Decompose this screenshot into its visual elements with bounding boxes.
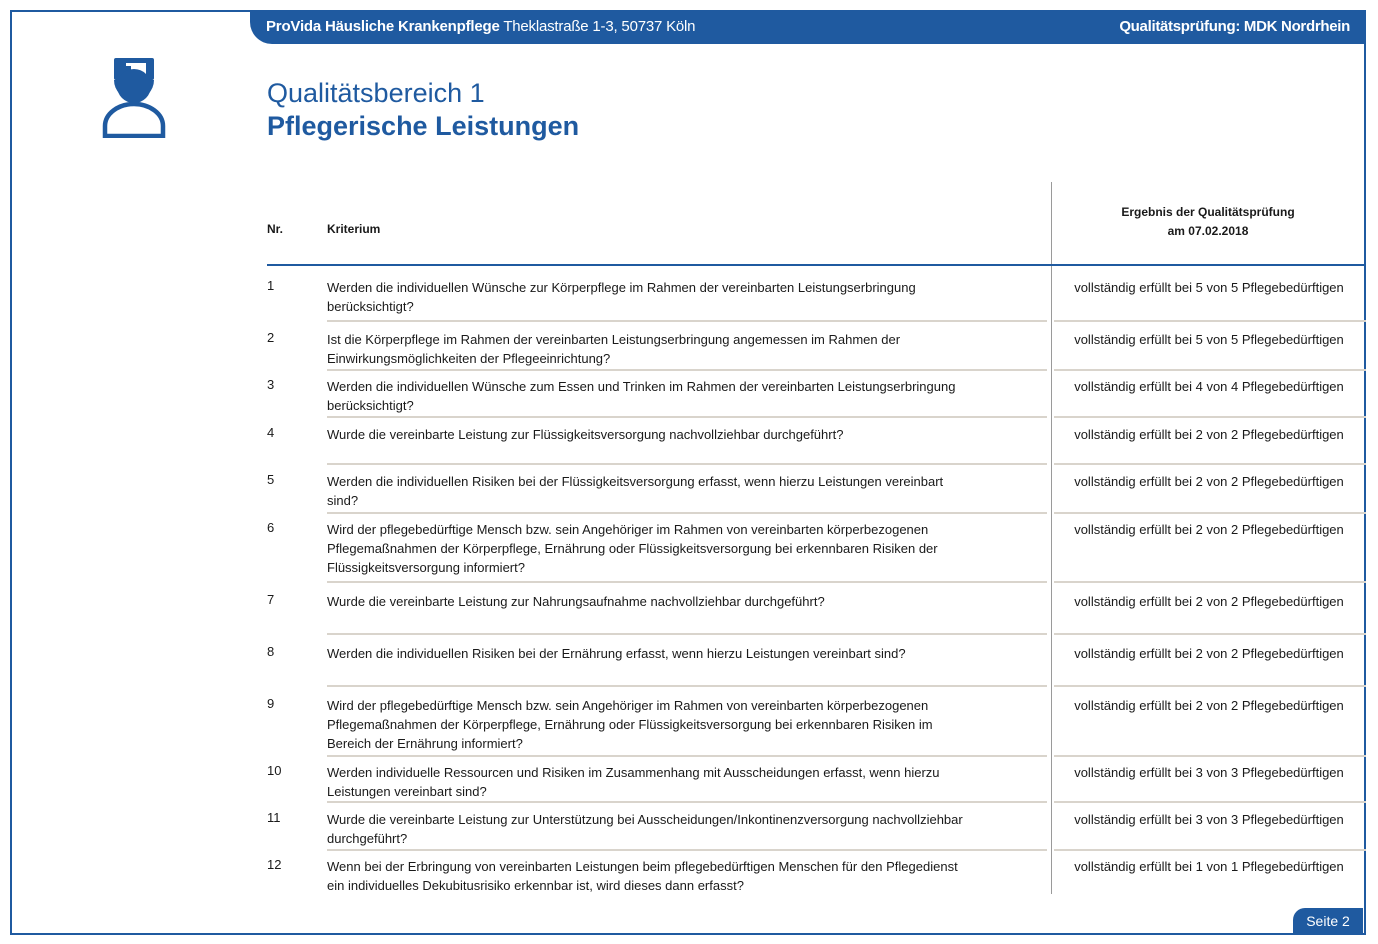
column-divider (1051, 182, 1052, 894)
row-ergebnis: vollständig erfüllt bei 2 von 2 Pflegebedürftigen (1074, 474, 1344, 489)
header-ergebnis-line1: Ergebnis der Qualitätsprüfung (1121, 205, 1295, 219)
nurse-icon (100, 56, 168, 138)
row-separator (1054, 463, 1366, 465)
row-ergebnis: vollständig erfüllt bei 2 von 2 Pflegebedürftigen (1074, 698, 1344, 713)
row-kriterium: Werden die individuellen Risiken bei der Ernährung erfasst, wenn hierzu Leistungen vereinbart sind? (327, 646, 906, 661)
row-separator (327, 369, 1047, 371)
header-kriterium: Kriterium (327, 222, 381, 236)
header-ergebnis (1053, 203, 1363, 241)
row-nr: 9 (267, 696, 275, 711)
row-ergebnis: vollständig erfüllt bei 3 von 3 Pflegebedürftigen (1074, 812, 1344, 827)
row-kriterium: Werden die individuellen Risiken bei der Flüssigkeitsversorgung erfasst, wenn hierzu Leistungen vereinbart sind? (327, 474, 944, 508)
row-separator (1054, 581, 1366, 583)
org-address: Theklastraße 1-3, 50737 Köln (503, 18, 696, 35)
row-kriterium: Ist die Körperpflege im Rahmen der vereinbarten Leistungserbringung angemessen im Rahmen der Einwirkungsmöglichkeiten der Pflegeeinrichtung? (327, 332, 901, 366)
row-ergebnis: vollständig erfüllt bei 2 von 2 Pflegebedürftigen (1074, 427, 1344, 442)
row-kriterium: Wurde die vereinbarte Leistung zur Flüssigkeitsversorgung nachvollziehbar durchgeführt? (327, 427, 844, 442)
row-separator (1054, 512, 1366, 514)
row-nr: 1 (267, 278, 275, 293)
row-nr: 12 (267, 857, 282, 872)
row-ergebnis: vollständig erfüllt bei 1 von 1 Pflegebedürftigen (1074, 859, 1344, 874)
row-separator (327, 849, 1047, 851)
header-rule (267, 264, 1366, 266)
row-nr: 6 (267, 520, 275, 535)
row-separator (1054, 685, 1366, 687)
header-org (266, 18, 695, 35)
row-nr: 8 (267, 644, 275, 659)
row-nr: 10 (267, 763, 282, 778)
row-ergebnis: vollständig erfüllt bei 5 von 5 Pflegebedürftigen (1074, 280, 1344, 295)
row-separator (1054, 633, 1366, 635)
header-nr: Nr. (267, 222, 284, 236)
audit-label: Qualitätsprüfung: MDK Nordrhein (1119, 18, 1350, 35)
row-separator (327, 801, 1047, 803)
org-name: ProVida Häusliche Krankenpflege (266, 18, 500, 35)
row-ergebnis: vollständig erfüllt bei 2 von 2 Pflegebedürftigen (1074, 522, 1344, 537)
row-separator (327, 416, 1047, 418)
row-ergebnis: vollständig erfüllt bei 2 von 2 Pflegebedürftigen (1074, 646, 1344, 661)
row-separator (327, 463, 1047, 465)
row-ergebnis: vollständig erfüllt bei 2 von 2 Pflegebedürftigen (1074, 594, 1344, 609)
row-kriterium: Werden die individuellen Wünsche zur Körperpflege im Rahmen der vereinbarten Leistungserbringung berücksichtigt? (327, 280, 916, 314)
row-separator (327, 633, 1047, 635)
header-bar (250, 10, 1366, 44)
row-kriterium: Wenn bei der Erbringung von vereinbarten Leistungen beim pflegebedürftigen Menschen für den Pflegedienst ein individuelles Dekubitusrisiko erkennbar ist, wird dieses dann erfasst? (327, 859, 958, 893)
row-separator (1054, 416, 1366, 418)
row-kriterium: Wurde die vereinbarte Leistung zur Nahrungsaufnahme nachvollziehbar durchgeführt? (327, 594, 825, 609)
section-title: Pflegerische Leistungen (267, 111, 580, 141)
row-ergebnis: vollständig erfüllt bei 3 von 3 Pflegebedürftigen (1074, 765, 1344, 780)
row-ergebnis: vollständig erfüllt bei 5 von 5 Pflegebedürftigen (1074, 332, 1344, 347)
row-nr: 7 (267, 592, 275, 607)
row-separator (1054, 320, 1366, 322)
row-separator (1054, 849, 1366, 851)
row-separator (1054, 755, 1366, 757)
row-ergebnis: vollständig erfüllt bei 4 von 4 Pflegebedürftigen (1074, 379, 1344, 394)
page-number: Seite 2 (1293, 908, 1363, 934)
row-nr: 3 (267, 377, 275, 392)
row-separator (327, 755, 1047, 757)
section-area: Qualitätsbereich 1 (267, 78, 485, 108)
row-separator (327, 685, 1047, 687)
header-ergebnis-line2: am 07.02.2018 (1167, 224, 1249, 238)
row-separator (327, 320, 1047, 322)
row-kriterium: Wird der pflegebedürftige Mensch bzw. sein Angehöriger im Rahmen von vereinbarten körperbezogenen Pflegemaßnahmen der Körperpflege, Ernährung oder Flüssigkeitsversorgung bei erkennbaren Risiken im Bereich der Ernährung informiert? (327, 698, 933, 751)
row-separator (327, 581, 1047, 583)
row-separator (1054, 369, 1366, 371)
row-nr: 11 (267, 810, 281, 825)
row-kriterium: Werden individuelle Ressourcen und Risiken im Zusammenhang mit Ausscheidungen erfasst, wenn hierzu Leistungen vereinbart sind? (327, 765, 940, 799)
row-kriterium: Werden die individuellen Wünsche zum Essen und Trinken im Rahmen der vereinbarten Leistungserbringung berücksichtigt? (327, 379, 956, 413)
row-kriterium: Wird der pflegebedürftige Mensch bzw. sein Angehöriger im Rahmen von vereinbarten körperbezogenen Pflegemaßnahmen der Körperpflege, Ernährung oder Flüssigkeitsversorgung bei erkennbaren Risiken der Flüssigkeitsversorgung informiert? (327, 522, 938, 575)
row-nr: 4 (267, 425, 275, 440)
row-nr: 5 (267, 472, 275, 487)
row-separator (327, 512, 1047, 514)
row-separator (1054, 801, 1366, 803)
row-kriterium: Wurde die vereinbarte Leistung zur Unterstützung bei Ausscheidungen/Inkontinenzversorgung nachvollziehbar durchgeführt? (327, 812, 963, 846)
row-nr: 2 (267, 330, 275, 345)
